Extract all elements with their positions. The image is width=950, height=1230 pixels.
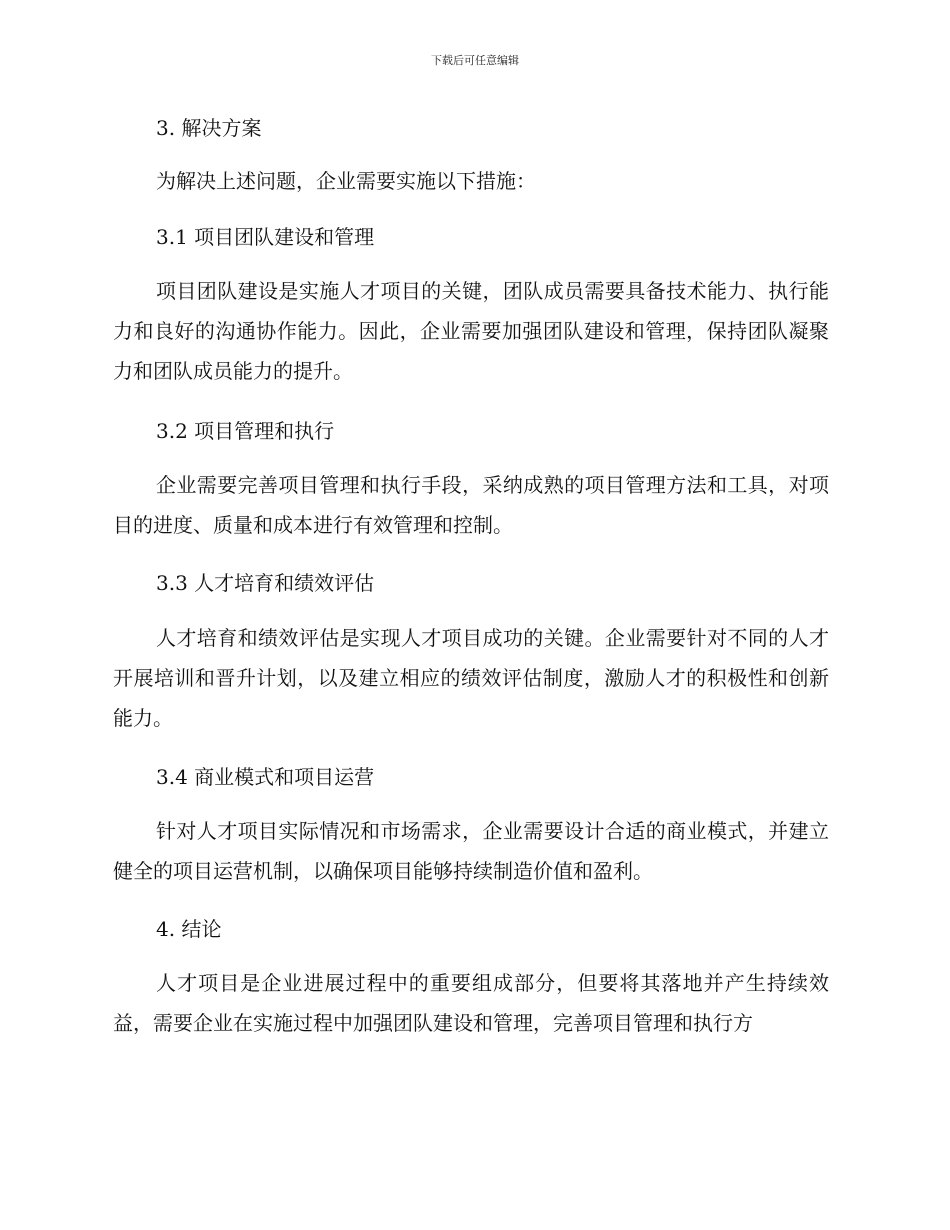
section-heading-3: 3. 解决方案	[156, 116, 262, 140]
section-4-paragraph: 人才项目是企业进展过程中的重要组成部分，但要将其落地并产生持续效益，需要企业在实施过程中加强团队建设和管理，完善项目管理和执行方	[113, 971, 829, 1035]
subsection-heading-3-2: 3.2 项目管理和执行	[156, 419, 335, 443]
page-header-watermark: 下载后可任意编辑	[431, 54, 519, 67]
subsection-3-2-paragraph: 企业需要完善项目管理和执行手段，采纳成熟的项目管理方法和工具，对项目的进度、质量和成本进行有效管理和控制。	[113, 473, 829, 537]
section-3-intro: 为解决上述问题，企业需要实施以下措施：	[156, 169, 536, 193]
subsection-3-1-paragraph: 项目团队建设是实施人才项目的关键，团队成员需要具备技术能力、执行能力和良好的沟通协作能力。因此，企业需要加强团队建设和管理，保持团队凝聚力和团队成员能力的提升。	[113, 279, 829, 383]
section-heading-4: 4. 结论	[156, 917, 222, 941]
subsection-heading-3-4: 3.4 商业模式和项目运营	[156, 765, 375, 789]
subsection-heading-3-1: 3.1 项目团队建设和管理	[156, 225, 375, 249]
subsection-heading-3-3: 3.3 人才培育和绩效评估	[156, 571, 375, 595]
subsection-3-4-paragraph: 针对人才项目实际情况和市场需求，企业需要设计合适的商业模式，并建立健全的项目运营机制，以确保项目能够持续制造价值和盈利。	[113, 819, 829, 883]
subsection-3-3-paragraph: 人才培育和绩效评估是实现人才项目成功的关键。企业需要针对不同的人才开展培训和晋升计划，以及建立相应的绩效评估制度，激励人才的积极性和创新能力。	[113, 626, 829, 730]
